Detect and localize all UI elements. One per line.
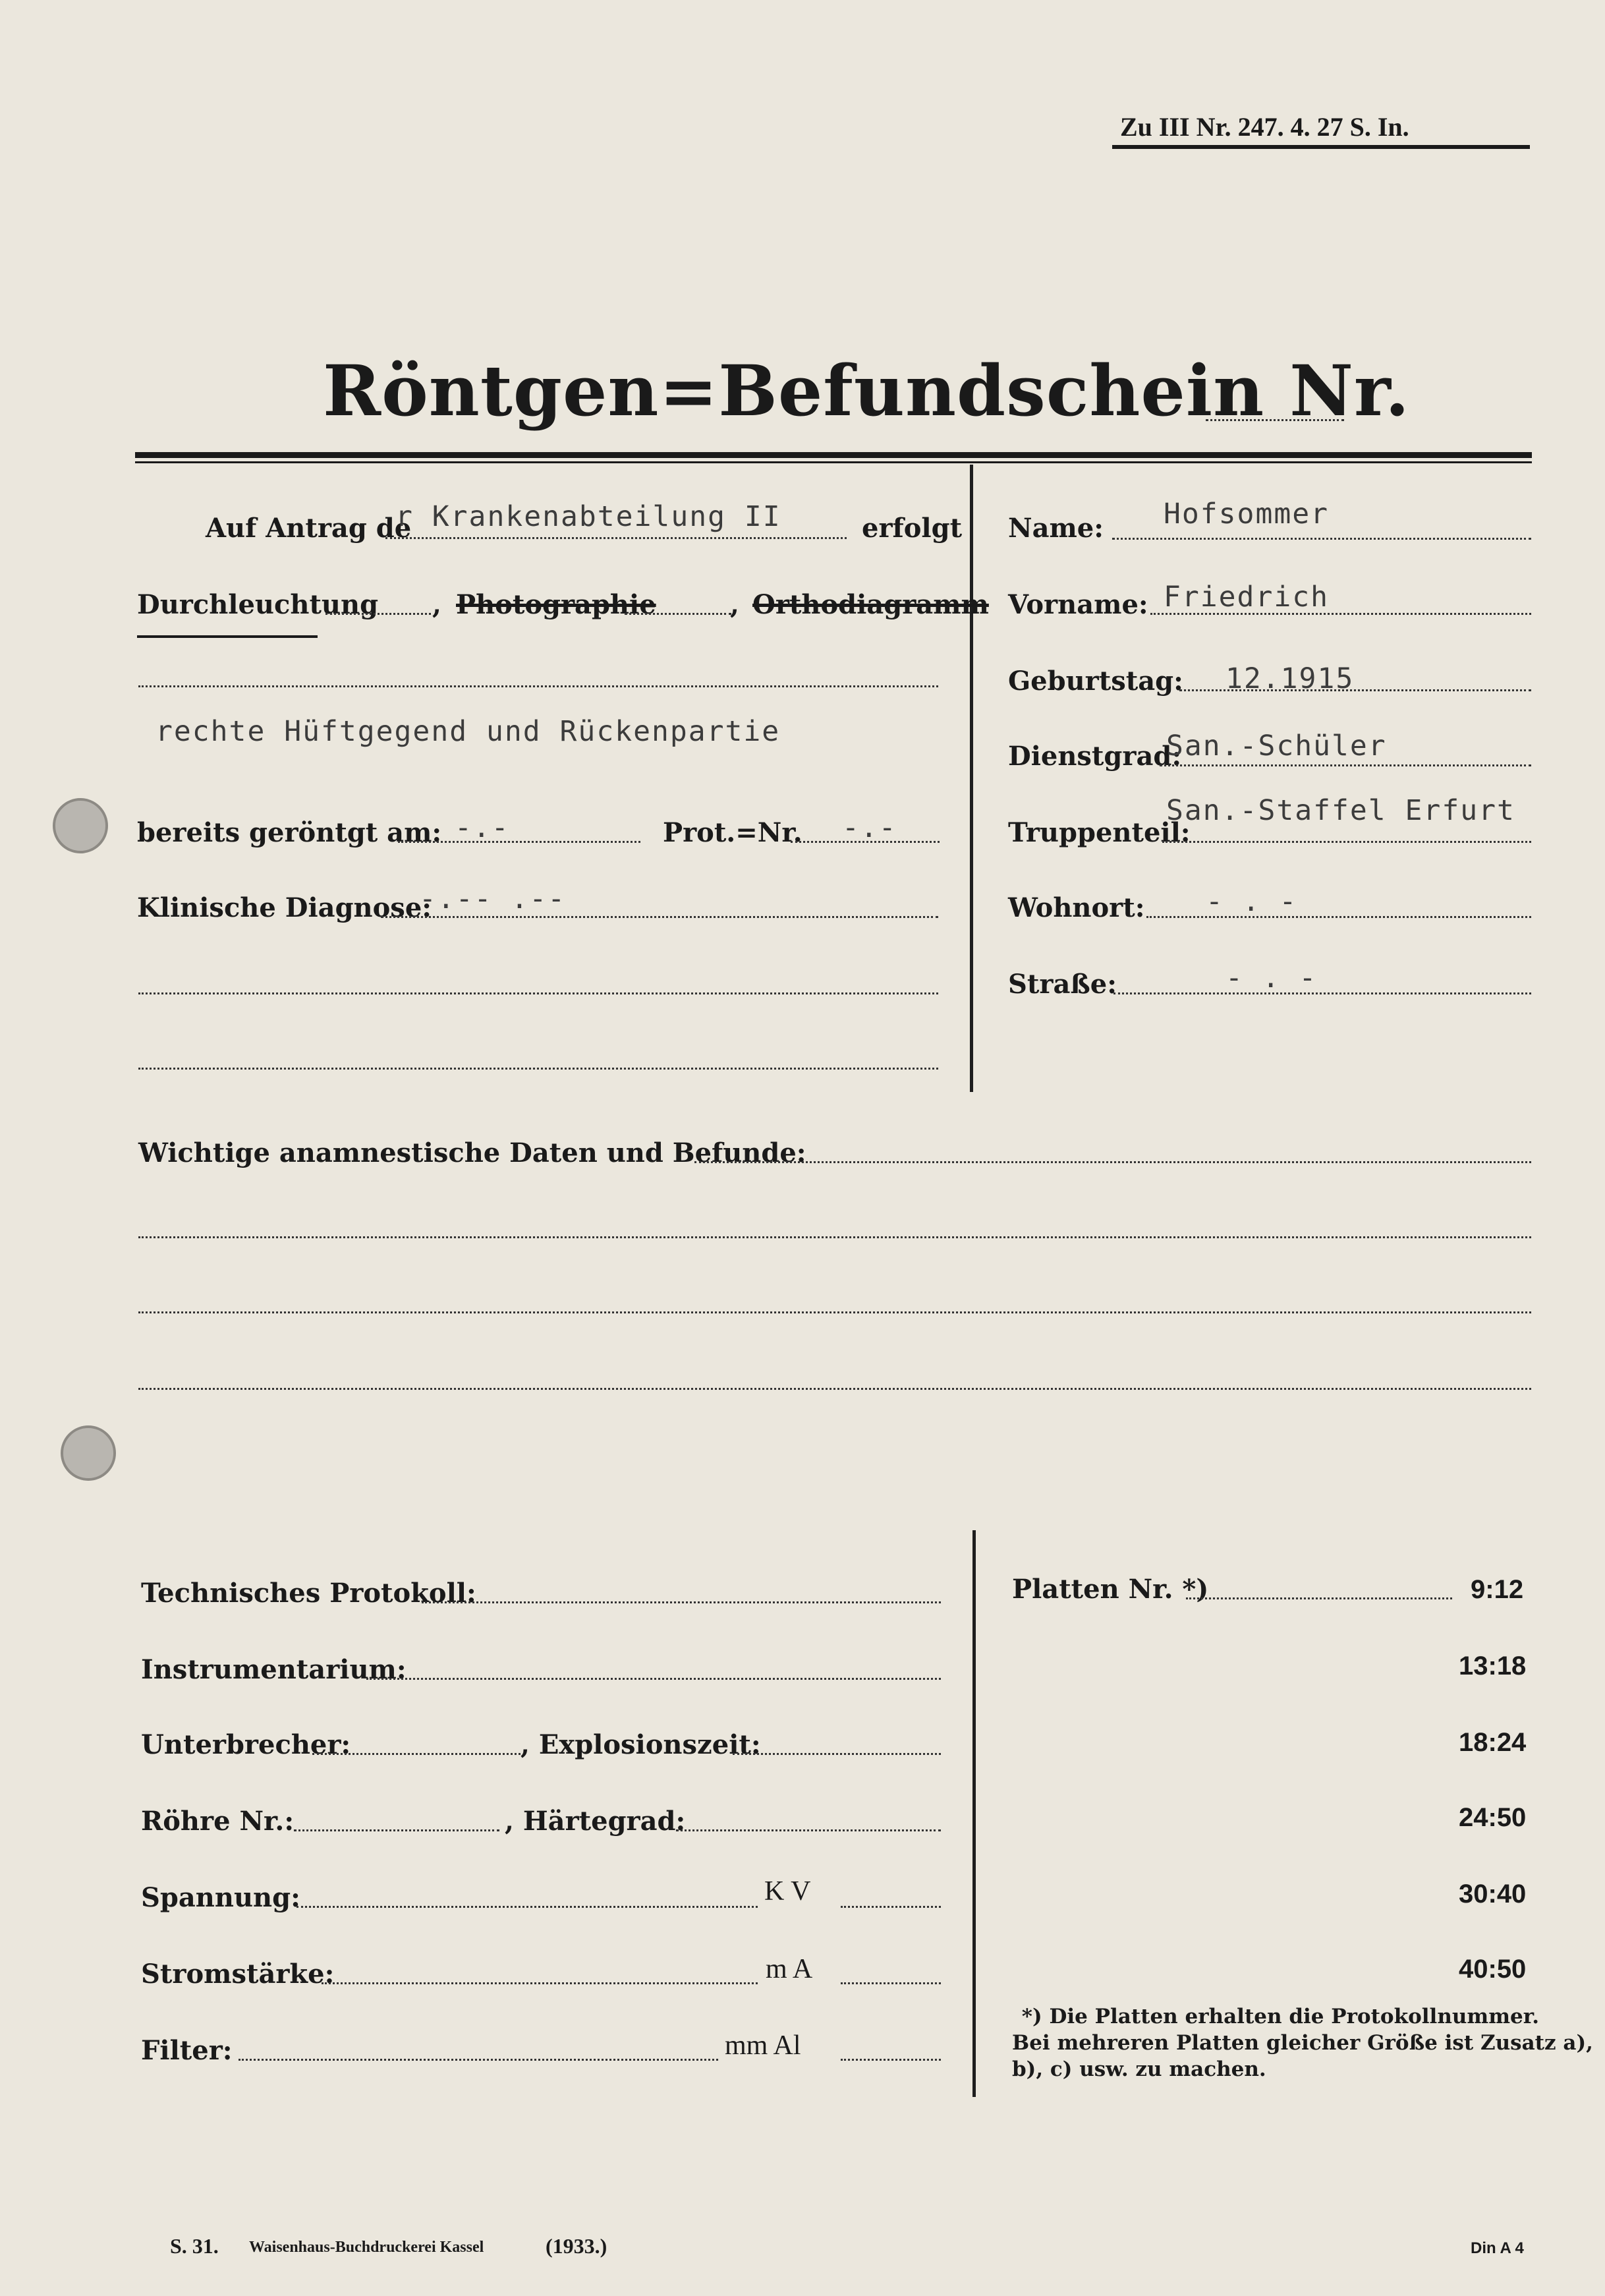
truppenteil-value: San.-Staffel Erfurt xyxy=(1166,794,1515,827)
footnote-line: *) Die Platten erhalten die Protokollnummer. xyxy=(1021,2005,1539,2028)
orthodiagramm-option: Orthodiagramm xyxy=(752,589,989,620)
platten-label: Platten Nr. *) xyxy=(1012,1574,1209,1605)
wohnort-label: Wohnort: xyxy=(1008,892,1145,923)
footnote-line: Bei mehreren Platten gleicher Größe ist Zusatz a), xyxy=(1012,2031,1593,2055)
blank-line-1 xyxy=(138,685,938,687)
plate-size: 30:40 xyxy=(1459,1880,1527,1909)
footnote-line: b), c) usw. zu machen. xyxy=(1012,2057,1266,2081)
protokoll-line xyxy=(422,1601,941,1603)
comma-2: , xyxy=(730,589,739,620)
instrumentarium-label: Instrumentarium: xyxy=(141,1654,407,1685)
unterbrecher-line xyxy=(312,1753,521,1755)
name-value: Hofsommer xyxy=(1164,498,1329,531)
printer-imprint: Waisenhaus-Buchdruckerei Kassel xyxy=(249,2239,484,2256)
bereits-value: -.- xyxy=(455,811,510,844)
strasse-label: Straße: xyxy=(1008,969,1117,1000)
geburtstag-label: Geburtstag: xyxy=(1008,666,1183,697)
plate-size: 24:50 xyxy=(1459,1803,1527,1832)
wohnort-line xyxy=(1146,916,1531,918)
haertegrad-line xyxy=(676,1829,941,1831)
paper-format: Din A 4 xyxy=(1471,2239,1524,2257)
region-value: rechte Hüftgegend und Rückenpartie xyxy=(155,715,781,748)
truppenteil-label: Truppenteil: xyxy=(1008,817,1191,848)
lower-column-divider xyxy=(972,1530,976,2097)
klinische-value: -.-- .-- xyxy=(419,882,567,915)
spannung-line-end xyxy=(841,1906,941,1908)
vorname-value: Friedrich xyxy=(1164,581,1329,614)
dienstgrad-line xyxy=(1160,764,1531,766)
form-number: S. 31. xyxy=(170,2234,219,2258)
stromstaerke-label: Stromstärke: xyxy=(141,1959,335,1990)
explosionszeit-line xyxy=(733,1753,941,1755)
print-year: (1933.) xyxy=(546,2234,607,2258)
antrag-suffix: erfolgt xyxy=(862,513,963,544)
dienstgrad-label: Dienstgrad: xyxy=(1008,741,1182,772)
truppenteil-line xyxy=(1162,841,1531,843)
spannung-line xyxy=(296,1906,758,1908)
antrag-label: Auf Antrag de xyxy=(206,513,412,544)
antrag-value: r Krankenabteilung II xyxy=(395,500,781,533)
instrumentarium-line xyxy=(366,1678,941,1680)
name-label: Name: xyxy=(1008,513,1104,544)
platten-footnote xyxy=(1012,2003,1593,2082)
photographie-line xyxy=(625,613,731,615)
anamnese-line-2 xyxy=(138,1236,1531,1238)
prot-label: Prot.=Nr. xyxy=(663,817,802,848)
unterbrecher-label: Unterbrecher: xyxy=(141,1729,351,1760)
form-title: Röntgen=Befundschein Nr. xyxy=(323,349,1411,432)
strasse-value: - . - xyxy=(1225,961,1318,994)
explosionszeit-label: , Explosionszeit: xyxy=(521,1729,761,1760)
spannung-label: Spannung: xyxy=(141,1882,300,1913)
anamnese-line-4 xyxy=(138,1388,1531,1390)
reference-underline xyxy=(1112,145,1530,149)
klinische-label: Klinische Diagnose: xyxy=(137,892,432,923)
stromstaerke-line xyxy=(322,1982,758,1984)
plate-size: 18:24 xyxy=(1459,1728,1527,1757)
plate-size: 13:18 xyxy=(1459,1651,1527,1680)
roehre-label: Röhre Nr.: xyxy=(141,1806,295,1837)
header-rule xyxy=(135,452,1532,458)
bereits-label: bereits geröntgt am: xyxy=(137,817,442,848)
filter-unit: mm Al xyxy=(725,2030,801,2061)
durchleuchtung-underline xyxy=(137,635,318,638)
stromstaerke-line-end xyxy=(841,1982,941,1984)
strasse-line xyxy=(1113,992,1531,994)
bereits-line xyxy=(398,841,640,843)
anamnese-label: Wichtige anamnestische Daten und Befunde: xyxy=(138,1137,806,1168)
photographie-option: Photographie xyxy=(456,589,656,620)
stromstaerke-unit: m A xyxy=(766,1954,813,1984)
antrag-line xyxy=(385,537,847,539)
comma-1: , xyxy=(432,589,441,620)
protokoll-label: Technisches Protokoll: xyxy=(141,1578,476,1609)
name-line xyxy=(1112,538,1531,540)
haertegrad-label: , Härtegrad: xyxy=(505,1806,686,1837)
spannung-unit: K V xyxy=(764,1876,811,1907)
punch-hole-top xyxy=(53,798,108,853)
form-reference: Zu III Nr. 247. 4. 27 S. In. xyxy=(1120,112,1409,142)
anamnese-line-3 xyxy=(138,1311,1531,1313)
prot-value: -.- xyxy=(842,811,897,844)
anamnese-line-1 xyxy=(694,1161,1531,1163)
platten-line xyxy=(1186,1597,1452,1599)
title-number-line xyxy=(1206,419,1344,421)
dienstgrad-value: San.-Schüler xyxy=(1166,730,1387,762)
geburtstag-value: 12.1915 xyxy=(1225,662,1355,695)
filter-line-end xyxy=(841,2059,941,2061)
filter-label: Filter: xyxy=(141,2035,233,2066)
plate-size: 9:12 xyxy=(1471,1575,1524,1604)
durchleuchtung-line xyxy=(325,613,431,615)
klinische-line xyxy=(381,916,938,918)
plate-size: 40:50 xyxy=(1459,1955,1527,1984)
filter-line xyxy=(239,2059,718,2061)
wohnort-value: - . - xyxy=(1206,885,1298,918)
blank-line-2 xyxy=(138,992,938,994)
upper-column-divider xyxy=(970,465,973,1092)
roehre-line xyxy=(294,1829,499,1831)
vorname-label: Vorname: xyxy=(1008,589,1148,620)
punch-hole-bottom xyxy=(61,1425,116,1481)
blank-line-3 xyxy=(138,1068,938,1070)
durchleuchtung-option: Durchleuchtung xyxy=(137,589,379,620)
header-rule-thin xyxy=(135,461,1532,463)
